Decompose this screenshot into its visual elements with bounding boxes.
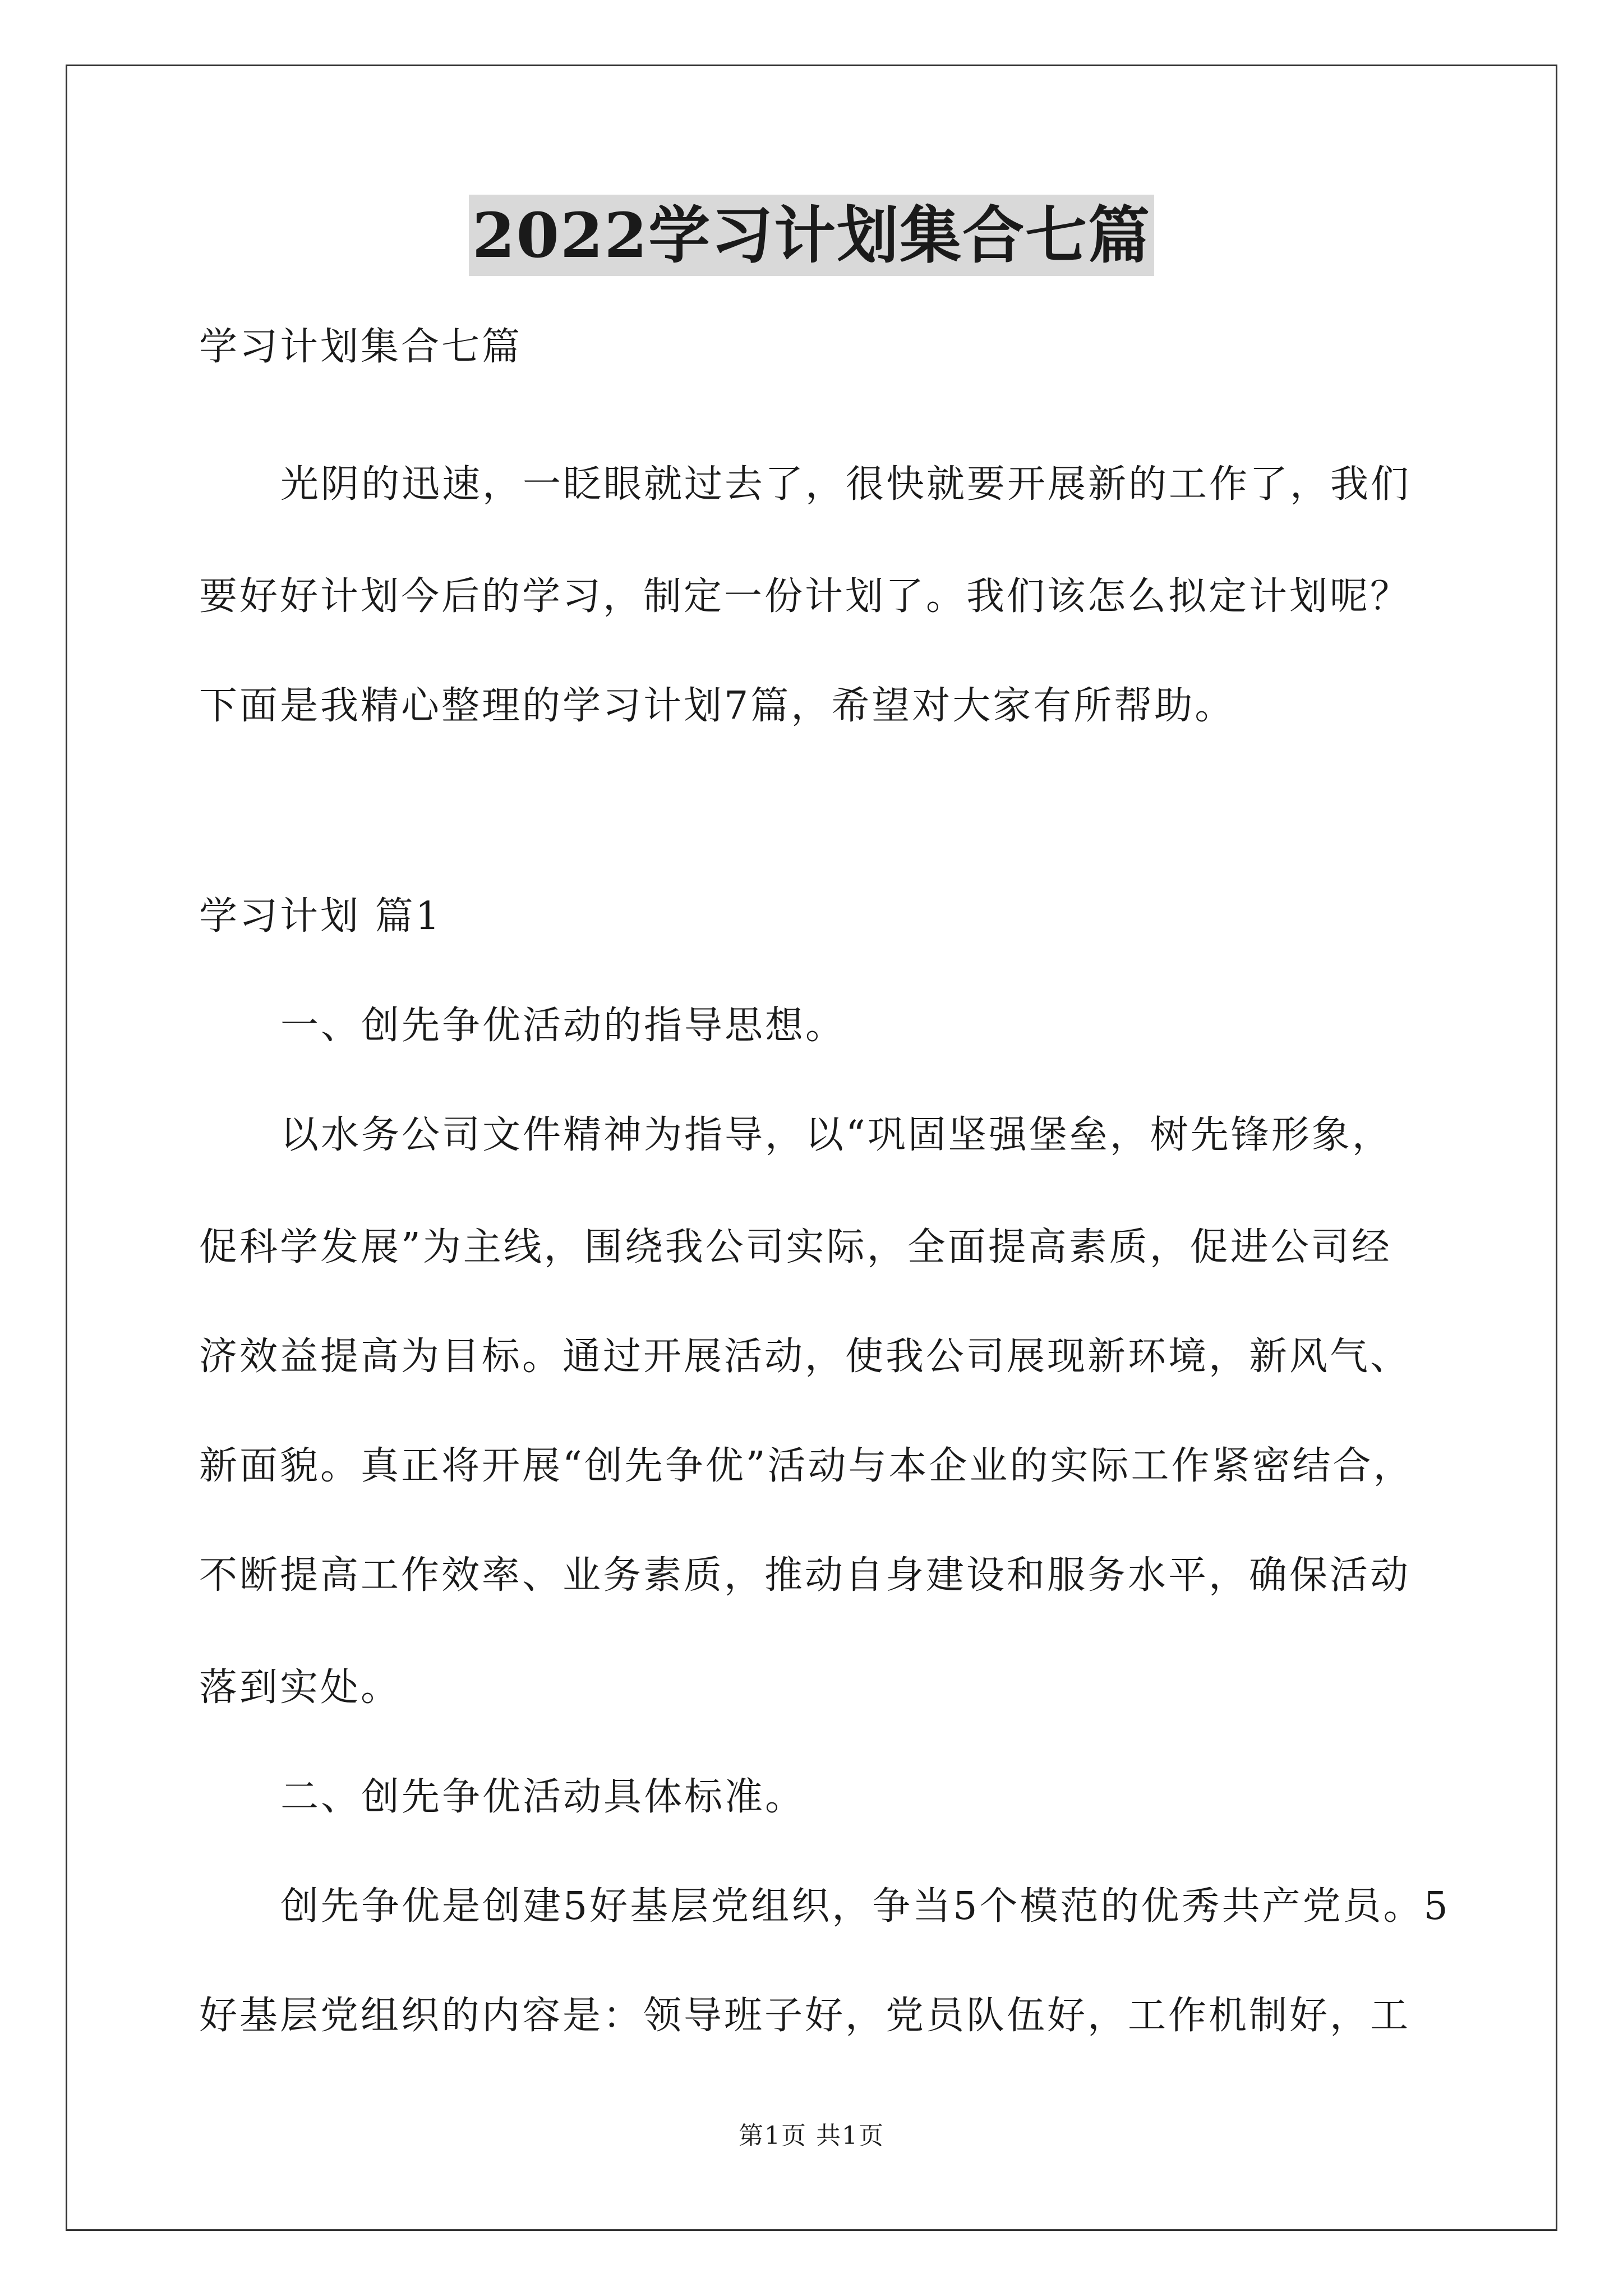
item1-line-1: 以水务公司文件精神为指导，以“巩固坚强堡垒，树先锋形象， — [280, 1113, 1393, 1157]
item1-line-2: 促科学发展”为主线，围绕我公司实际，全面提高素质，促进公司经 — [199, 1225, 1392, 1269]
page-footer: 第1页 共1页 — [739, 2122, 884, 2150]
item1-line-5: 不断提高工作效率、业务素质，推动自身建设和服务水平，确保活动 — [199, 1553, 1411, 1598]
item2-line-1: 创先争优是创建5好基层党组织，争当5个模范的优秀共产党员。5 — [280, 1884, 1450, 1929]
item1-line-3: 济效益提高为目标。通过开展活动，使我公司展现新环境，新风气、 — [199, 1335, 1411, 1379]
intro-line-1: 光阴的迅速，一眨眼就过去了，很快就要开展新的工作了，我们 — [280, 462, 1412, 507]
item2-line-2: 好基层党组织的内容是：领导班子好，党员队伍好，工作机制好，工 — [199, 1994, 1411, 2038]
intro-line-2: 要好好计划今后的学习，制定一份计划了。我们该怎么拟定计划呢？ — [199, 574, 1411, 619]
document-title: 2022学习计划集合七篇 — [0, 205, 1623, 266]
document-subtitle: 学习计划集合七篇 — [199, 325, 523, 369]
section-heading: 学习计划 篇1 — [199, 894, 442, 938]
item1-heading: 一、创先争优活动的指导思想。 — [280, 1004, 846, 1048]
item1-line-6: 落到实处。 — [199, 1665, 402, 1710]
item2-heading: 二、创先争优活动具体标准。 — [280, 1775, 806, 1819]
intro-line-3: 下面是我精心整理的学习计划7篇，希望对大家有所帮助。 — [199, 684, 1235, 728]
item1-line-4: 新面貌。真正将开展“创先争优”活动与本企业的实际工作紧密结合， — [199, 1444, 1414, 1488]
